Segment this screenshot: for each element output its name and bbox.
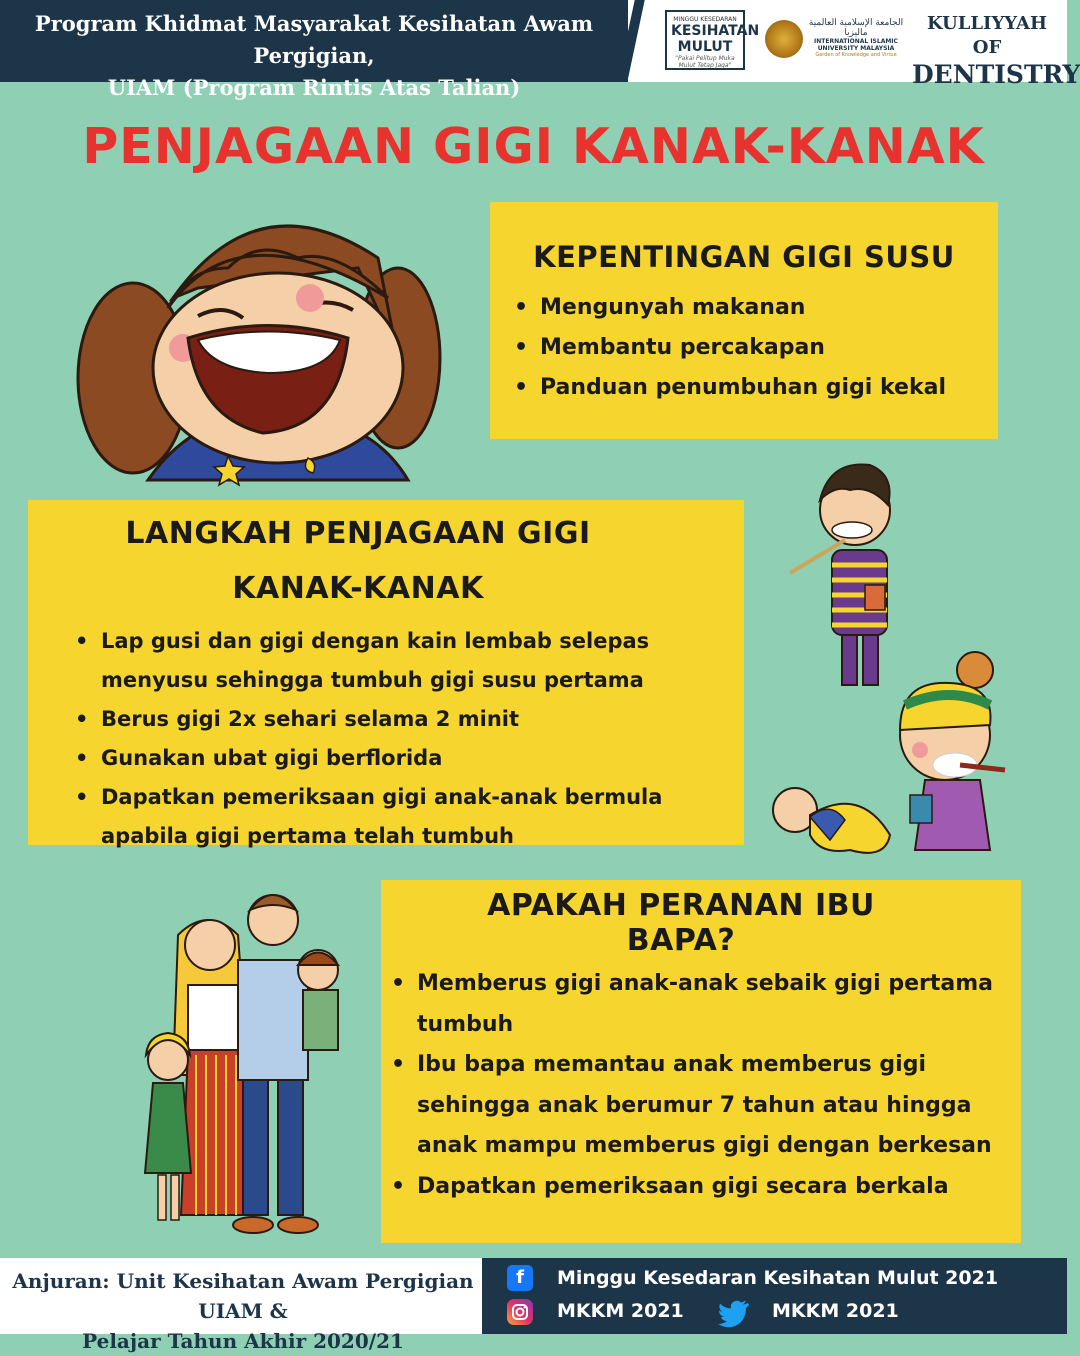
parents-role-box bbox=[381, 880, 1021, 1243]
list-item: • Membantu percakapan bbox=[540, 328, 998, 368]
list-item: • Panduan penumbuhan gigi kekal bbox=[540, 368, 998, 408]
faculty-line-1: KULLIYYAH OF bbox=[927, 13, 1047, 58]
heading-line-2: KANAK-KANAK bbox=[232, 571, 484, 606]
iium-motto: Garden of Knowledge and Virtue bbox=[815, 52, 897, 58]
organizer-line-2: Pelajar Tahun Akhir 2020/21 bbox=[82, 1329, 404, 1353]
footer-divider bbox=[482, 1258, 496, 1334]
children-brushing-illustration bbox=[770, 455, 1040, 875]
heading-line-1: APAKAH PERANAN IBU bbox=[487, 888, 875, 923]
faculty-line-2: DENTISTRY bbox=[912, 60, 1080, 89]
bullet-list bbox=[540, 288, 998, 408]
organizer-panel bbox=[0, 1258, 482, 1353]
faculty-logo bbox=[912, 12, 1080, 90]
instagram-icon[interactable] bbox=[507, 1299, 533, 1325]
mkkm-logo-tagline: "Pakai Pelitup Muka Mulut Tetap Jaga" bbox=[675, 55, 735, 69]
facebook-link[interactable]: Minggu Kesedaran Kesihatan Mulut 2021 bbox=[557, 1267, 999, 1289]
importance-milk-teeth-box bbox=[490, 202, 998, 439]
organizer-line-1: Anjuran: Unit Kesihatan Awam Pergigian UIAM & bbox=[12, 1269, 474, 1323]
twitter-link[interactable]: MKKM 2021 bbox=[772, 1300, 899, 1322]
mkkm-logo-name-2: MULUT bbox=[677, 39, 733, 55]
header-bar bbox=[0, 0, 1080, 100]
list-item: • Lap gusi dan gigi dengan kain lembab selepas menyusu sehingga tumbuh gigi susu pertama bbox=[101, 622, 744, 700]
iium-logo bbox=[806, 18, 906, 58]
mkkm-logo-name-1: KESIHATAN bbox=[671, 23, 760, 39]
header-line-1: Program Khidmat Masyarakat Kesihatan Awam Pergigian, bbox=[34, 11, 594, 68]
bullet-list bbox=[101, 622, 744, 856]
section-heading bbox=[28, 506, 688, 616]
list-item: • Mengunyah makanan bbox=[540, 288, 998, 328]
mkkm-logo bbox=[665, 10, 760, 70]
list-item: • Berus gigi 2x sehari selama 2 minit bbox=[101, 700, 744, 739]
section-heading: KEPENTINGAN GIGI SUSU bbox=[533, 240, 955, 274]
list-item: • Dapatkan pemeriksaan gigi anak-anak bermula apabila gigi pertama telah tumbuh bbox=[101, 778, 744, 856]
list-item: • Gunakan ubat gigi berflorida bbox=[101, 739, 744, 778]
mkkm-logo-small: MINGGU KESEDARAN bbox=[673, 16, 737, 23]
facebook-icon[interactable]: f bbox=[507, 1265, 533, 1291]
twitter-icon[interactable] bbox=[720, 1299, 746, 1325]
smiling-girl-illustration bbox=[78, 188, 440, 480]
heading-line-2: BAPA? bbox=[626, 923, 736, 958]
iium-english-name: INTERNATIONAL ISLAMIC UNIVERSITY MALAYSIA bbox=[814, 38, 898, 52]
organizer-text bbox=[8, 1266, 478, 1356]
iium-emblem-icon bbox=[765, 20, 803, 58]
family-illustration bbox=[138, 885, 353, 1247]
list-item: • Dapatkan pemeriksaan gigi secara berkala bbox=[417, 1167, 1021, 1208]
section-heading bbox=[381, 888, 981, 958]
heading-line-1: LANGKAH PENJAGAAN GIGI bbox=[125, 516, 591, 551]
instagram-link[interactable]: MKKM 2021 bbox=[557, 1300, 684, 1322]
footer-bar bbox=[0, 1258, 1067, 1353]
iium-arabic-name: الجامعة الإسلامية العالمية ماليزيا bbox=[808, 18, 904, 38]
list-item: • Memberus gigi anak-anak sebaik gigi pertama tumbuh bbox=[417, 964, 1021, 1045]
bullet-list bbox=[417, 964, 1021, 1207]
header-program-title bbox=[14, 8, 614, 104]
care-steps-box bbox=[28, 500, 744, 848]
list-item: • Ibu bapa memantau anak memberus gigi sehingga anak berumur 7 tahun atau hingga anak mampu memberus gigi dengan berkesan bbox=[417, 1045, 1021, 1167]
page-title: PENJAGAAN GIGI KANAK-KANAK bbox=[82, 118, 985, 175]
header-line-2: UIAM (Program Rintis Atas Talian) bbox=[107, 75, 521, 100]
